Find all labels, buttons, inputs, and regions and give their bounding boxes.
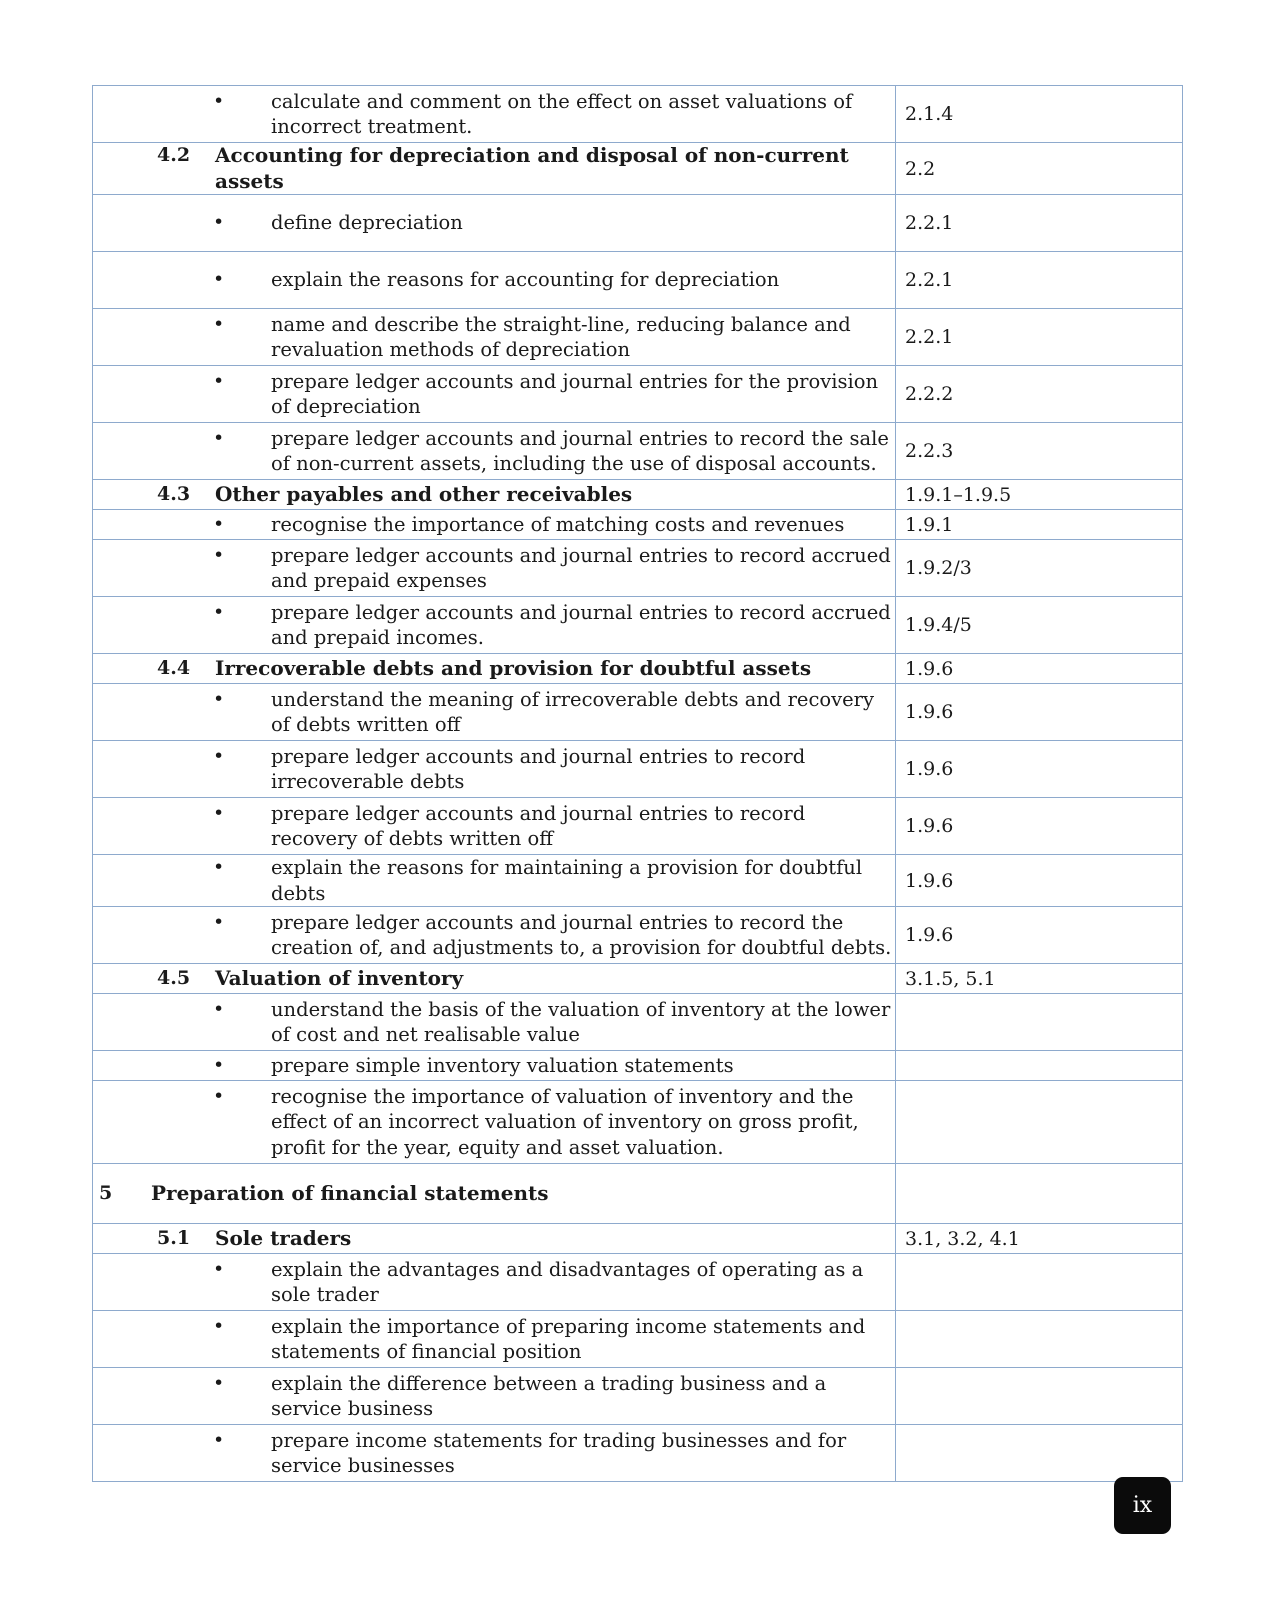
- bullet-row: [93, 540, 1183, 597]
- bullet-icon: •: [213, 1371, 225, 1394]
- bullet-icon: •: [213, 1084, 225, 1107]
- bullet-row: [93, 309, 1183, 366]
- section-row: [93, 964, 1183, 994]
- reference-cell: 1.9.1: [896, 510, 1183, 540]
- description-cell: [93, 1081, 896, 1164]
- bullet-icon: •: [213, 801, 225, 824]
- learning-outcome-text: recognise the importance of matching costs and revenues: [271, 512, 845, 536]
- bullet-icon: •: [213, 89, 225, 112]
- chapter-title: Preparation of financial statements: [151, 1180, 549, 1205]
- bullet-icon: •: [213, 312, 225, 335]
- learning-outcome-text: explain the importance of preparing income statements and statements of financial position: [271, 1314, 866, 1363]
- bullet-row: [93, 855, 1183, 907]
- description-cell: [93, 907, 896, 964]
- reference-cell: 1.9.1–1.9.5: [896, 480, 1183, 510]
- description-cell: [93, 423, 896, 480]
- bullet-row: [93, 1081, 1183, 1164]
- description-cell: [93, 1164, 896, 1224]
- description-cell: [93, 798, 896, 855]
- bullet-icon: •: [213, 1053, 225, 1076]
- bullet-icon: •: [213, 997, 225, 1020]
- learning-outcome-text: explain the reasons for maintaining a provision for doubtful debts: [271, 856, 863, 905]
- reference-cell: 1.9.6: [896, 741, 1183, 798]
- bullet-icon: •: [213, 1314, 225, 1337]
- description-cell: [93, 1224, 896, 1254]
- reference-cell: [896, 994, 1183, 1051]
- reference-cell: 1.9.6: [896, 907, 1183, 964]
- description-cell: [93, 195, 896, 252]
- description-cell: [93, 510, 896, 540]
- section-row: [93, 480, 1183, 510]
- reference-cell: 2.2.1: [896, 309, 1183, 366]
- description-cell: [93, 741, 896, 798]
- bullet-icon: •: [213, 910, 225, 933]
- section-row: [93, 654, 1183, 684]
- reference-cell: [896, 1311, 1183, 1368]
- description-cell: [93, 366, 896, 423]
- learning-outcome-text: recognise the importance of valuation of inventory and the effect of an incorrect valuation of inventory on gross profit, profit for the year, equity and asset valuation.: [271, 1084, 859, 1159]
- description-cell: [93, 855, 896, 907]
- bullet-row: [93, 1311, 1183, 1368]
- bullet-icon: •: [213, 1257, 225, 1280]
- section-number: 4.4: [157, 656, 191, 679]
- bullet-row: [93, 994, 1183, 1051]
- bullet-row: [93, 684, 1183, 741]
- bullet-row: [93, 195, 1183, 252]
- bullet-icon: •: [213, 512, 225, 535]
- bullet-icon: •: [213, 211, 225, 234]
- bullet-row: [93, 86, 1183, 143]
- reference-cell: 1.9.2/3: [896, 540, 1183, 597]
- learning-outcome-text: prepare ledger accounts and journal entries to record accrued and prepaid incomes.: [271, 600, 891, 649]
- learning-outcome-text: prepare ledger accounts and journal entries for the provision of depreciation: [271, 369, 879, 418]
- reference-cell: 2.2: [896, 143, 1183, 195]
- reference-cell: 2.2.2: [896, 366, 1183, 423]
- description-cell: [93, 1254, 896, 1311]
- reference-cell: 1.9.6: [896, 798, 1183, 855]
- reference-cell: 2.1.4: [896, 86, 1183, 143]
- bullet-icon: •: [213, 856, 225, 878]
- description-cell: [93, 654, 896, 684]
- bullet-row: [93, 510, 1183, 540]
- bullet-row: [93, 423, 1183, 480]
- chapter-row: [93, 1164, 1183, 1224]
- description-cell: [93, 86, 896, 143]
- bullet-icon: •: [213, 744, 225, 767]
- description-cell: [93, 684, 896, 741]
- learning-outcome-text: explain the advantages and disadvantages of operating as a sole trader: [271, 1257, 864, 1306]
- reference-cell: [896, 1164, 1183, 1224]
- description-cell: [93, 480, 896, 510]
- reference-cell: 3.1, 3.2, 4.1: [896, 1224, 1183, 1254]
- learning-outcome-text: explain the difference between a trading business and a service business: [271, 1371, 827, 1420]
- reference-cell: 1.9.4/5: [896, 597, 1183, 654]
- learning-outcome-text: understand the basis of the valuation of inventory at the lower of cost and net realisable value: [271, 997, 891, 1046]
- section-title: Other payables and other receivables: [215, 481, 633, 506]
- description-cell: [93, 597, 896, 654]
- learning-outcome-text: prepare ledger accounts and journal entries to record accrued and prepaid expenses: [271, 543, 891, 592]
- section-title: Irrecoverable debts and provision for doubtful assets: [215, 655, 812, 680]
- reference-cell: 2.2.1: [896, 195, 1183, 252]
- reference-cell: [896, 1425, 1183, 1482]
- learning-outcome-text: prepare simple inventory valuation statements: [271, 1053, 734, 1077]
- reference-cell: [896, 1254, 1183, 1311]
- bullet-row: [93, 741, 1183, 798]
- chapter-number: 5: [99, 1181, 113, 1204]
- section-number: 4.2: [157, 144, 191, 166]
- section-number: 4.5: [157, 966, 191, 989]
- section-number: 4.3: [157, 482, 191, 505]
- learning-outcome-text: prepare ledger accounts and journal entries to record irrecoverable debts: [271, 744, 806, 793]
- bullet-icon: •: [213, 369, 225, 392]
- learning-outcome-text: prepare ledger accounts and journal entries to record recovery of debts written off: [271, 801, 806, 850]
- description-cell: [93, 1311, 896, 1368]
- description-cell: [93, 964, 896, 994]
- section-number: 5.1: [157, 1226, 191, 1249]
- reference-cell: 1.9.6: [896, 654, 1183, 684]
- bullet-icon: •: [213, 426, 225, 449]
- section-title: Valuation of inventory: [215, 965, 464, 990]
- section-row: [93, 143, 1183, 195]
- syllabus-table: [92, 85, 1183, 1482]
- bullet-row: [93, 907, 1183, 964]
- reference-cell: 1.9.6: [896, 855, 1183, 907]
- bullet-row: [93, 1368, 1183, 1425]
- description-cell: [93, 1368, 896, 1425]
- bullet-row: [93, 597, 1183, 654]
- learning-outcome-text: name and describe the straight-line, reducing balance and revaluation methods of depreciation: [271, 312, 851, 361]
- bullet-icon: •: [213, 1428, 225, 1451]
- bullet-icon: •: [213, 600, 225, 623]
- reference-cell: 2.2.3: [896, 423, 1183, 480]
- description-cell: [93, 1051, 896, 1081]
- learning-outcome-text: prepare income statements for trading businesses and for service businesses: [271, 1428, 847, 1477]
- description-cell: [93, 994, 896, 1051]
- section-title: Sole traders: [215, 1225, 352, 1250]
- bullet-row: [93, 366, 1183, 423]
- learning-outcome-text: explain the reasons for accounting for depreciation: [271, 268, 780, 292]
- description-cell: [93, 1425, 896, 1482]
- description-cell: [93, 540, 896, 597]
- reference-cell: [896, 1368, 1183, 1425]
- bullet-icon: •: [213, 687, 225, 710]
- learning-outcome-text: calculate and comment on the effect on asset valuations of incorrect treatment.: [271, 89, 853, 138]
- section-title: Accounting for depreciation and disposal of non-current assets: [215, 143, 849, 193]
- description-cell: [93, 309, 896, 366]
- reference-cell: 1.9.6: [896, 684, 1183, 741]
- bullet-row: [93, 798, 1183, 855]
- bullet-row: [93, 1254, 1183, 1311]
- bullet-row: [93, 1425, 1183, 1482]
- bullet-row: [93, 1051, 1183, 1081]
- reference-cell: [896, 1081, 1183, 1164]
- learning-outcome-text: define depreciation: [271, 211, 463, 235]
- description-cell: [93, 252, 896, 309]
- section-row: [93, 1224, 1183, 1254]
- bullet-icon: •: [213, 543, 225, 566]
- learning-outcome-text: prepare ledger accounts and journal entries to record the sale of non-current assets, including the use of disposal accounts.: [271, 426, 889, 475]
- learning-outcome-text: prepare ledger accounts and journal entries to record the creation of, and adjustments to, a provision for doubtful debts.: [271, 910, 892, 959]
- description-cell: [93, 143, 896, 195]
- bullet-row: [93, 252, 1183, 309]
- page-number-badge: ix: [1114, 1477, 1171, 1534]
- reference-cell: 3.1.5, 5.1: [896, 964, 1183, 994]
- reference-cell: [896, 1051, 1183, 1081]
- learning-outcome-text: understand the meaning of irrecoverable debts and recovery of debts written off: [271, 687, 875, 736]
- reference-cell: 2.2.1: [896, 252, 1183, 309]
- bullet-icon: •: [213, 268, 225, 291]
- syllabus-table-body: [93, 86, 1183, 1482]
